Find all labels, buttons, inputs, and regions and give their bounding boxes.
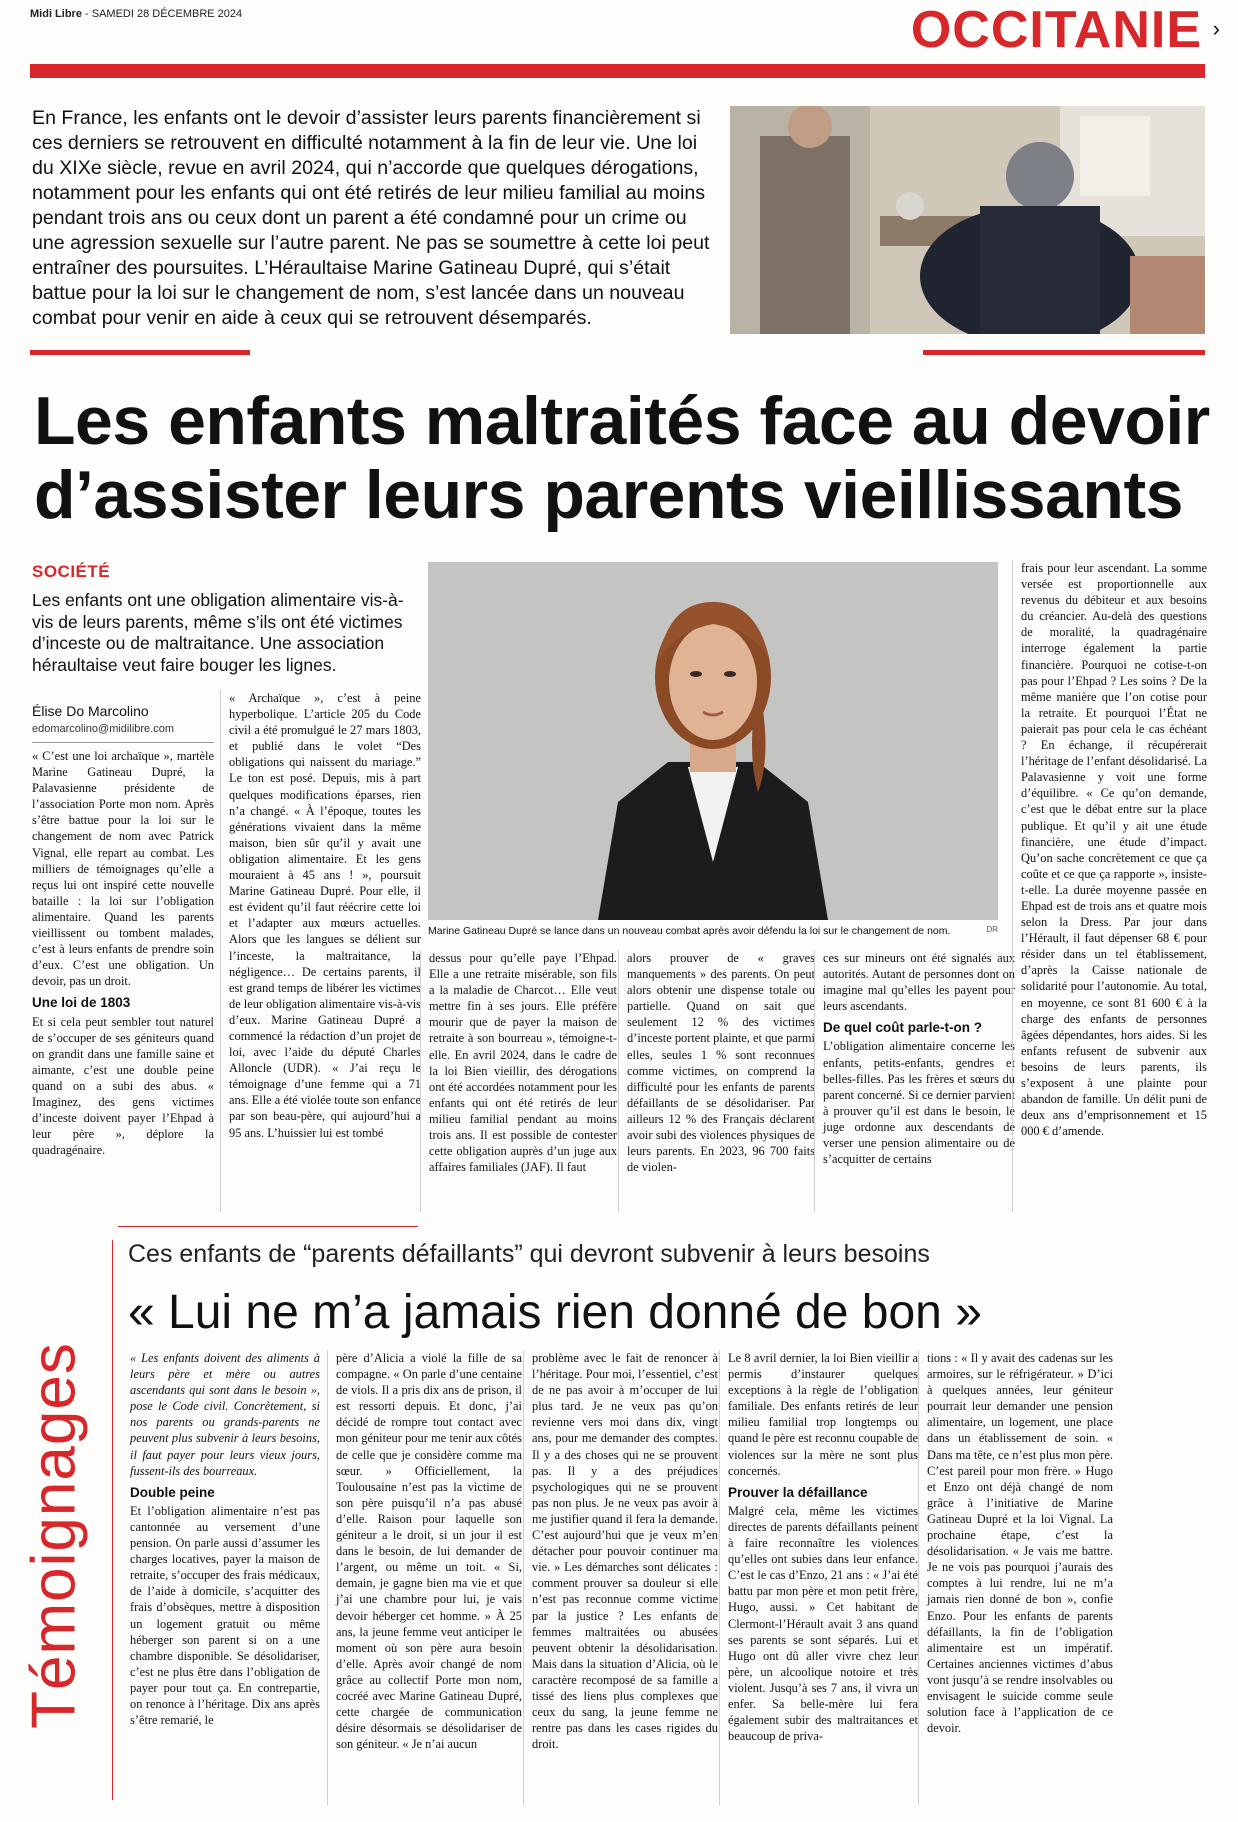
article-paragraph: « C’est une loi archaïque », martèle Marine Gatineau Dupré, la Palavasienne présidente de l’association Porte mon nom. Après s’être battue pour la loi sur le changement de nom avec Patrick Vignal, elle repart au combat. Les milliers de témoignages qu’elle a reçus lui ont inspiré cette nouvelle bataille : la loi sur l’obligation alimentaire. Quand les parents vieillissent ou tombent malades, c’est à leurs enfants de prendre soin d’eux. C’est une obligation. Un devoir, pas un droit. (32, 749, 214, 989)
article-paragraph: ces sur mineurs ont été signalés aux autorités. Autant de personnes dont on imagine mal qu’elles les payent pour leurs ascendants. (823, 951, 1015, 1014)
author-email[interactable]: edomarcolino@midilibre.com (32, 723, 174, 735)
marine-gatineau-portrait (428, 562, 998, 920)
masthead: Midi Libre - SAMEDI 28 DÉCEMBRE 2024 (30, 8, 243, 20)
caption-text: Marine Gatineau Dupré se lance dans un nouveau combat après avoir défendu la loi sur le changement de nom. (428, 925, 951, 937)
article-chapo: Les enfants ont une obligation alimentaire vis-à-vis de leurs parents, même s’ils ont été victimes d’inceste ou de maltraitance. Une association héraultaise veut faire bouger les lignes. (32, 590, 404, 675)
publication-name: Midi Libre (30, 8, 82, 20)
temoignages-side-rule (112, 1240, 113, 1800)
photo-credit: DR (986, 925, 998, 934)
article-column-2 (220, 690, 421, 1212)
headline-line-1: Les enfants maltraités face au devoir (34, 383, 1210, 459)
temoignages-paragraph: problème avec le fait de renoncer à l’héritage. Pour moi, l’essentiel, c’est de ne pas avoir à m’occuper de lui plus tard. Je ne veux pas qu’on revienne vers moi dans dix, vingt ans, pour me demander des comptes. Il y a des choses qui ne se prouvent pas. Il y a des préjudices psychologiques qui ne se prouvent pas non plus. Je ne veux pas avoir à me justifier quand il fera la demande. C’est aujourd’hui que je veux m’en détacher pour pouvoir continuer ma vie. » Les démarches sont délicates : comment prouver sa douleur si elle n’est pas reconnue comme victime par la justice ? Les enfants de femmes maltraitées ou abusées peuvent obtenir la désolidarisation. Mais dans la situation d’Alicia, où le caractère recomposé de sa famille a tissé des liens plus complexes que ceux du sang, la jeune femme ne rentre pas dans les cases rigides du droit. (532, 1351, 718, 1752)
temoignages-paragraph: Le 8 avril dernier, la loi Bien vieillir a permis d’instaurer quelques exceptions à la règle de l’obligation familiale. Des enfants retirés de leur milieu familial trop longtemps ou quand le père est reconnu coupable de violences sur la mère ne sont plus concernés. (728, 1351, 918, 1478)
article-column-6 (1012, 560, 1207, 1212)
article-column-5 (814, 950, 1015, 1212)
publication-date: SAMEDI 28 DÉCEMBRE 2024 (91, 8, 243, 20)
photo-caption (428, 925, 998, 937)
intro-rule-left (30, 350, 250, 355)
article-paragraph: dessus pour qu’elle paye l’Ehpad. Elle a une retraite misérable, son fils a la maladie de Charcot… Elle veut mettre fin à ses jours. Elle préfère mourir que de payer la maison de retraite à son bourreau », témoigne-t-elle. En avril 2024, dans le cadre de la loi Bien vieillir, des dérogations ont été accordées notamment pour les enfants qui ont été retirés de leur milieu familial pendant au moins trois ans. Il est possible de contester cette obligation auprès d’un juge aux affaires familiales (JAF). Il faut (429, 951, 617, 1175)
article-headline (34, 384, 1214, 532)
temoignages-paragraph: Malgré cela, même les victimes directes de parents défaillants peinent à faire reconnaître les violences qu’elles ont subies dans leur enfance. C’est le cas d’Enzo, 21 ans : « J’ai été battu par mon père et mon petit frère, Hugo, aussi. » Cet habitant de Clermont-l’Hérault avait 3 ans quand ses parents se sont séparés. Lui et Hugo ont dû aller vivre chez leur père, un alcoolique notoire et très violent. Jusqu’à ses 7 ans, il vivra un enfer. Sa belle-mère lui fera également subir des maltraitances et beaucoup de priva- (728, 1503, 918, 1744)
temoignages-column-4 (719, 1350, 918, 1805)
temoignages-column-1 (130, 1350, 320, 1805)
headline-line-2: d’assister leurs parents vieillissants (34, 457, 1183, 533)
temoignages-top-rule (118, 1226, 418, 1227)
temoignages-subheading: Prouver la défaillance (728, 1484, 868, 1500)
temoignages-paragraph: Et l’obligation alimentaire n’est pas cantonnée au versement d’une pension. On parle aussi d’assumer les charges locatives, payer la maison de retraite, s’occuper des frais médicaux, de l’aide à domicile, s’acquitter des frais d’obsèques, mettre à disposition un logement gratuit ou même héberger son parent si on a une chambre disponible. Se désolidariser, c’est ne plus être dans l’obligation de payer pour tout ça. En contrepartie, on renonce à l’héritage. Dix ans après s’être remarié, le (130, 1503, 320, 1728)
temoignages-subhead: Ces enfants de “parents défaillants” qui devront subvenir à leurs besoins (128, 1240, 930, 1268)
intro-rule-right (923, 350, 1205, 355)
temoignages-column-5 (918, 1350, 1113, 1805)
temoignages-column-2 (327, 1350, 522, 1805)
article-paragraph: Et si cela peut sembler tout naturel de s’occuper de ses géniteurs quand on grandit dans une famille saine et aimante, c’est une double peine quand on a subi des abus. « Imaginez, des gens victimes d’inceste doivent payer l’Ehpad à leur père », déplore la quadragénaire. (32, 1014, 214, 1158)
temoignages-subheading: Double peine (130, 1484, 215, 1500)
author-name: Élise Do Marcolino (32, 703, 149, 719)
elderly-man-photo (730, 106, 1205, 334)
temoignages-paragraph: père d’Alicia a violé la fille de sa compagne. « On parle d’une centaine de viols. Il a pris dix ans de prison, il est ressorti depuis. Et donc, j’ai décidé de rompre tout contact avec mon géniteur pour me tenir aux côtés de celle que je considère comme ma sœur. » Officiellement, la Toulousaine n’est pas la victime de son père puisqu’il n’a pas abusé d’elle. Raison pour laquelle son géniteur a le droit, si un jour il est dans le besoin, de lui demander de l’argent, ou même un toit. « Si, demain, je gagne bien ma vie et que j’ai une chambre pour lui, je vais devoir héberger cet homme. » À 25 ans, la jeune femme veut anticiper le moment où son père aura besoin d’elle. Après avoir changé de nom grâce au collectif Porte mon nom, cocréé avec Marine Gatineau Dupré, cette chargée de communication désire désormais se désolidariser de son géniteur. « Je n’ai aucun (336, 1351, 522, 1752)
byline-rule (32, 742, 214, 743)
article-paragraph: L’obligation alimentaire concerne les enfants, petits-enfants, gendres et belles-filles. Pas les frères et sœurs du parent concerné. Si ce dernier parvient à prouver qu’il est dans le besoin, le juge ordonne aux descendants de verser une pension alimentaire ou de s’acquitter de certains (823, 1039, 1015, 1167)
temoignages-paragraph: « Les enfants doivent des aliments à leurs père et mère ou autres ascendants qui sont dans le besoin », pose le Code civil. Concrètement, si nos parents ou grands-parents ne peuvent plus subvenir à leurs besoins, il faut payer pour leurs vieux jours, fussent-ils des bourreaux. (130, 1351, 320, 1478)
article-subheading: De quel coût parle-t-on ? (823, 1020, 983, 1036)
temoignages-quote-headline: « Lui ne m’a jamais rien donné de bon » (128, 1286, 982, 1339)
article-subheading: Une loi de 1803 (32, 995, 131, 1011)
chevron-right-icon: › (1212, 16, 1220, 41)
temoignages-label: Témoignages (19, 1342, 89, 1729)
temoignages-column-3 (523, 1350, 718, 1805)
section-kicker: SOCIÉTÉ (32, 562, 111, 581)
region-title: OCCITANIE (910, 1, 1202, 59)
temoignages-label-box (14, 1290, 94, 1800)
article-column-1 (32, 748, 214, 1212)
temoignages-paragraph: tions : « Il y avait des cadenas sur les armoires, sur le réfrigérateur. » D’ici à quelques années, leur géniteur pourrait leur demander une pension alimentaire, un logement, une place dans un établissement de soin. « Dans ma tête, ce n’est plus mon père. C’est pareil pour mon frère. » Hugo et Enzo ont déjà changé de nom grâce à l’initiative de Marine Gatineau Dupré et la loi Vignal. La prochaine étape, c’est la désolidarisation. « Je vais me battre. Je ne vois pas pourquoi j’aurais des comptes à lui rendre, lui ne m’a jamais rien donné de bon », confie Enzo. Pour les enfants de parents défaillants, la fin de l’obligation alimentaire est un impératif. Certaines anciennes victimes d’abus vont jusqu’à se rendre insolvables ou envisagent le suicide comme seule solution face à l’application de ce devoir. (927, 1351, 1113, 1736)
article-column-4 (618, 950, 815, 1212)
article-paragraph: alors prouver de « graves manquements » des parents. On peut alors obtenir une dispense totale ou partielle. Quand on sait que seulement 12 % des victimes d’inceste portent plainte, et que parmi elles, seules 1 % sont reconnues comme victimes, on comprend la difficulté pour les enfants de parents défaillants de se désolidariser. Par ailleurs 12 % des Français déclarent avoir subi des violences physiques de leurs parents. En 2023, 96 700 faits de violen- (627, 951, 815, 1175)
article-paragraph: « Archaïque », c’est à peine hyperbolique. L’article 205 du Code civil a été promulgué le 27 mars 1803, et publié dans le volet “Des obligations qui naissent du mariage.” Le ton est posé. Depuis, mis à part quelques modifications éparses, rien n’a changé. « À l’époque, toutes les générations vivaient dans la même maison, bien sûr qu’il y avait une obligation alimentaire. Et les gens mouraient à 45 ans ! », poursuit Marine Gatineau Dupré. Pour elle, il est évident qu’il faut réécrire cette loi et l’adapter aux mœurs actuelles. Alors que les langues se délient sur l’inceste, la maltraitance, la négligence… De certains parents, il est grand temps de libérer les victimes de leur obligation alimentaire vis-à-vis d’eux. Marine Gatineau Dupré a commencé la rédaction d’un projet de loi, avec l’aide du député Charles Alloncle (UDR). « J’ai reçu le témoignage d’une femme qui a 71 ans. Elle a été violée toute son enfance par son beau-père, qui aujourd’hui a 95 ans. L’huissier lui est tombé (229, 691, 421, 1140)
intro-paragraph: En France, les enfants ont le devoir d’assister leurs parents financièrement si ces derniers se retrouvent en difficulté notamment à la fin de leur vie. Une loi du XIXe siècle, revue en avril 2024, qui n’accorde que quelques dérogations, notamment pour les enfants qui ont été retirés de leur milieu familial au moins pendant trois ans ou ceux dont un parent a été condamné pour un crime ou une agression sexuelle sur l’autre parent. Ne pas se soumettre à cette loi peut entraîner des poursuites. L’Héraultaise Marine Gatineau Dupré, qui s’était battue pour la loi sur le changement de nom, s’est lancée dans un nouveau combat pour venir en aide à ceux qui se retrouvent désemparés. (32, 107, 710, 329)
article-column-3 (420, 950, 617, 1212)
article-paragraph: frais pour leur ascendant. La somme versée est proportionnelle aux revenus du débiteur et aux besoins du créancier. Au-delà des questions de moralité, la quadragénaire interroge également la partie financière. Pourquoi ne cotise-t-on pas pour l’Ehpad ? Les soins ? De la même manière que l’on cotise pour la retraite. Et pourquoi l’État ne paierait pas pour cela le cas échéant ? En échange, il récupérerait l’héritage de l’enfant désolidarisé. La Palavasienne y voit une forme d’équilibre. « Ce qu’on demande, c’est que le débat entre sur la place publique. Et qu’il y ait une étude financière, une étude d’impact. Qu’on sache concrètement ce que ça coûte et ce que ça rapporte », insiste-t-elle. La durée moyenne passée en Ehpad est de trois ans et quatre mois selon la Dress. Par jour dans l’Hérault, il faut dépenser 68 € pour résider dans un tel établissement, d’après la Caisse nationale de solidarité pour l’autonomie. Au total, en moyenne, ce sont 81 600 € à la charge des enfants de personnes âgées dépendantes, hors aides. Si les enfants refusent de subvenir aux besoins de leurs parents, ils s’exposent à une plainte pour abandon de famille. Un délit puni de deux ans d’emprisonnement et 15 000 € d’amende. (1021, 561, 1207, 1139)
header-rule (30, 64, 1205, 78)
